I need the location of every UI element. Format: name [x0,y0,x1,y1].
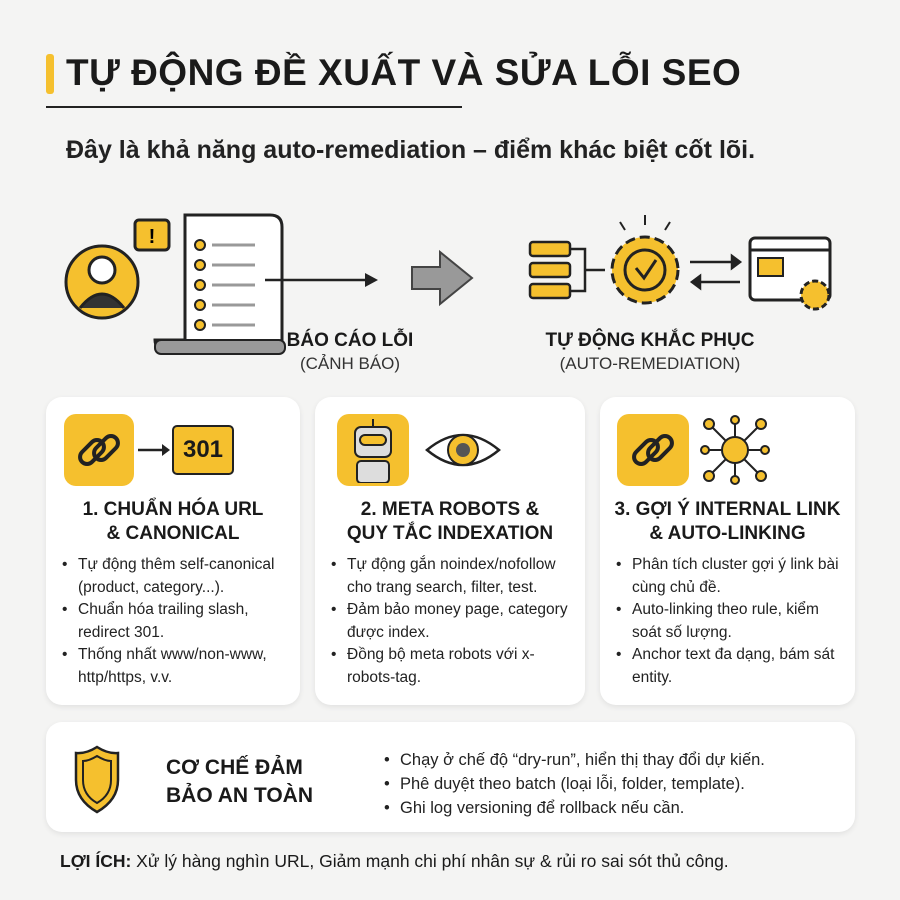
safety-title-line2: BẢO AN TOÀN [166,784,313,807]
network-node-icon [699,414,771,486]
shield-icon [74,744,120,814]
benefit-label: LỢI ÍCH: [60,851,132,871]
card-title-line1: 1. CHUẨN HÓA URL [82,499,264,520]
list-item: • Chuẩn hóa trailing slash, redirect 301. [62,599,294,644]
card-internal-link [600,397,855,705]
report-document-icon [155,215,285,354]
sync-arrows-icon [690,256,740,288]
redirect-301-badge: 301 [172,425,234,475]
list-item: • Thống nhất www/non-www, http/https, v.v. [62,644,294,689]
card-title-line2: QUY TẮC INDEXATION [346,523,554,544]
card-title-line1: 2. META ROBOTS & [360,499,540,520]
auto-fix-sublabel: (AUTO-REMEDIATION) [559,354,741,373]
gear-check-icon [612,215,678,303]
list-item: • Ghi log versioning để rollback nếu cần. [384,796,765,820]
alert-bubble-icon [135,220,169,250]
list-item: • Phân tích cluster gợi ý link bài cùng chủ đề. [616,554,849,599]
data-stack-icon [530,242,605,298]
page-title: TỰ ĐỘNG ĐỀ XUẤT VÀ SỬA LỖI SEO [66,52,742,93]
list-item: • Chạy ở chế độ “dry-run”, hiển thị thay đổi dự kiến. [384,748,765,772]
list-item: • Tự động thêm self-canonical (product, category...). [62,554,294,599]
list-item: • Auto-linking theo rule, kiểm soát số lượng. [616,599,849,644]
safety-title-line1: CƠ CHẾ ĐẢM [166,756,303,779]
card-title-line2: & CANONICAL [106,523,240,544]
list-item: • Đảm bảo money page, category được index. [331,599,579,644]
list-item: • Tự động gắn noindex/nofollow cho trang search, filter, test. [331,554,579,599]
safety-mechanism-box [46,722,855,832]
arrow-right-icon [134,440,172,460]
card-title-line1: 3. GỢI Ý INTERNAL LINK [614,499,841,520]
list-item: • Anchor text đa dạng, bám sát entity. [616,644,849,689]
eye-icon [423,425,503,475]
browser-window-icon [750,238,830,309]
page-subtitle: Đây là khả năng auto-remediation – điểm khác biệt cốt lõi. [66,136,756,164]
report-sublabel: (CẢNH BÁO) [299,354,401,373]
big-arrow-icon [412,252,472,304]
list-item: • Đồng bộ meta robots với x-robots-tag. [331,644,579,689]
svg-text:!: ! [148,226,156,248]
benefit-footer [60,851,729,872]
title-underline [46,106,462,108]
broken-link-icon [617,414,689,486]
title-accent-bar [46,54,54,94]
benefit-text: Xử lý hàng nghìn URL, Giảm mạnh chi phí nhân sự & rủi ro sai sót thủ công. [131,851,729,871]
card-meta-robots [315,397,585,705]
user-avatar-icon [66,246,138,318]
list-item: • Phê duyệt theo batch (loại lỗi, folder, template). [384,772,765,796]
card-title-line2: & AUTO-LINKING [649,523,806,544]
chain-link-icon [64,414,134,486]
robot-icon [337,414,409,486]
report-label: BÁO CÁO LỖI [286,330,414,351]
auto-fix-label: TỰ ĐỘNG KHẮC PHỤC [545,330,755,351]
card-url-canonical [46,397,300,705]
